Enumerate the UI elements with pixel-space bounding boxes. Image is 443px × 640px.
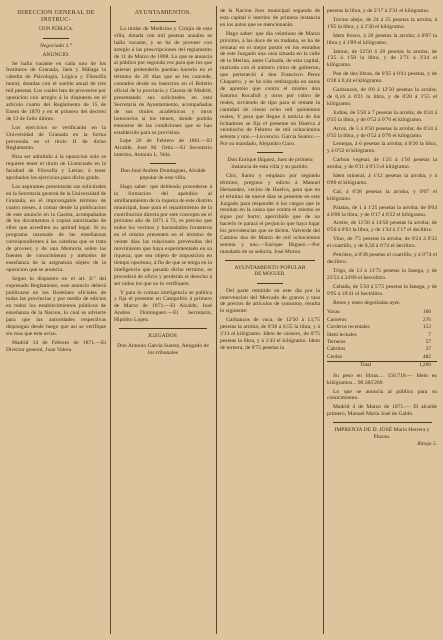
table-row: Idem lechales 7 [327,331,431,338]
paragraph: Lentejas, á 6 pesetas la arroba; á 0'26 la libra, y á 0'52 el kilógramo. [327,141,437,155]
paragraph: Don José Andres Dominguez, Alcalde popular de esta villa. [120,168,206,182]
paragraph: Madrid 4 de Marzo de 1871.— El alcalde primero, Manuel María José de Galdo. [327,404,437,418]
col3-section2: AYUNTAMIENTO POPULAR [234,264,306,271]
column-rule [110,6,111,634]
paragraph: Se halla vacante en cada uno de los Institutos de Granada, Jaen y Málaga la cátedra de Psicología, Lógica y Filosofía moral, dotadas con el sueldo anual de tres mil pesetas. Los cuales han de proveerse por oposicion con arreglo á lo dispuesto en el artículo cuarto del Reglamento de 15 de Enero de 1870 y en el primero del decreto de 13 de Julio último. [6,60,106,122]
paragraph: Trigo, de 13 á 13'75 pesetas la fanega, y de 23'53 á 24'89 el hectólitro. [327,267,437,281]
paragraph: Don Enrique Iñiguez, Juez de primera instancia de esta villa y su partido. [227,157,313,171]
table-row: Cerdos 482 [327,353,431,360]
paragraph: Jamon, de 22'50 á 28 pesetas la arroba; de 1'25 á 1'50 la libra, y de 2'71 á 3'24 el kilógramo. [327,48,437,69]
table-row: Corderos recentales 153 [327,324,431,331]
table-row: Terneras 57 [327,339,431,346]
table-total-row: Total 1,200 [327,362,437,370]
paragraph: Lepe 26 de Febrero de 1861.—El Alcalde, José M. Ortiz.—El Secretario interino, Antonio L. Vela. [114,138,212,159]
divider [119,328,207,329]
col1-header-sub: CION PÚBLICA. [38,26,74,32]
paragraph: La titular de Medicina y Cirujía de esta villa, dotada con mil pesetas anuales se halla vacante, y se ha de proveer con arreglo á las prescripciones del reglamento de 11 de Marzo de 1868. Lo que se anuncia al público por segunda vez para que los que quieran pretenderla puedan hacerlo en el término de 20 dias que se les concede, contados desde su insercion en el Boletin oficial de la provincia y Gaceta de Madrid, presentando sus solicitudes en esta Secretaría de Ayuntamiento, acompañadas de sus títulos académicos y otros honorarios si los tienen, donde podrán enterarse de las condiciones que se han establecido para su provision. [114,25,212,136]
paragraph: Segun lo dispuesto en el art. 8.° del expresado Reglamento, este anuncio deberá publicarse en los Boletines oficiales de todas las provincias y por medio de edictos en todos los establecimientos públicos de enseñanza de la Nacion, lo cual se advierte para que las autoridades respectivas dispongan desde luego que así se verifique sin mas que este aviso. [6,275,106,337]
column-rule [216,6,217,634]
paragraph: Arroz, de 5 á 6'50 pesetas la arroba; de 0'24 á 0'35 la libra, y de 0'52 á 0'76 el kilógramo. [327,125,437,139]
paragraph: Cebada, de 5'50 á 5'75 pesetas la fanega, y de 9'95 á 10'41 el hectólitro. [327,283,437,297]
paragraph: Petróleo, á 0'38 pesetas el cuartillo, y á 0'74 el decilitro. [327,252,437,265]
paragraph: Hago saber: que dia veintiuno de Marzo próximo, á las doce de su mañana, se ha de rematar en el mejor postor en los estrados de este Juzgado una casa situada en la calle de la Merina, antes Calzada, de esta capital, marcada con el número cinco de gobierno, que perteneció á don Francisco Perez Chaparro, y se ha sido embargada en autos de apremio que contra el mismo don Saturno Rocafull y otros por cobro de reales, sirviendo de tipo para el remate la cantidad de ciento ocho mil quinientos reales, Y para que llegue á noticia de los licitadores se fija el presente en Huelva á veintiocho de Febrero de mil ochocientos setenta y uno.—Liccencio. García Suarez.—Por su mandado, Alejandro Gaco. [220,30,320,148]
column-1 [6,8,106,632]
paragraph: Cito, llamo y emplazo por segundo término, pregono y edicto á Manuel Hernandez, vecino de Huelva, para que en el término de nueve dias se presente en este Juzgado para responder á los cargos que le resultan en la causa que contra el mismo se sigue por hurto; apercibido que de no hacerlo le parará el perjuicio que haya lugar los previdencias que se dicten. Valverde del Camino dos de Marzo de mil ochocientos setenta y uno.—Enrique Iñiguez.—Por mandado de su señoría, José Moron. [220,172,320,255]
divider [257,283,283,284]
divider [225,260,315,261]
paragraph: Tocino añejo, de 24 á 25 pesetas la arroba; á 1'05 la libra, y á 2'30 el kilógramo. [327,16,437,30]
paragraph: Vino, de 7'5 pesetas la arroba; de 0'24 á 0'32 el cuartillo, y de 0,56 á 0'74 el decilitro. [327,236,437,250]
paragraph: Los aspirantes presentarán sus solicitudes en la Secretaría general de la Universidad de Granada, en el improrogable término de cuatro meses, á contar desde la publicacion de este anuncio en la Gaceta, acompañadas de los documentos ó copias autorizadas de ellos que acrediten su aptitud legal. Si su programa razonado de las enseñanzas correspondientes á las cátedras que se trata de proveer, y de una Memoria sobre las fuentes de conocimiento y métodos de enseñanza de la asignatura objeto de la oposicion que se anuncia. [6,183,106,273]
paragraph: pesetas la libra, y de 2'17 á 2'31 el kilógramo. [327,8,430,14]
column-3 [220,8,320,632]
paragraph: Don Antonio García Suarez, Abogado de los tribunales [117,342,209,356]
column-2 [114,8,212,632]
paragraph: Idem mineral, á 1'12 pesetas la arroba, y á 0'09 el kilógramo. [327,173,437,186]
paragraph: Judias, de 5'50 á 7 pesetas la arroba; de 0'24 á 0'35 la libra, y de 0'52 á 0'76 el kilógramo. [327,109,437,123]
col3-section2b: DE MOGUER. [254,271,286,277]
paragraph: Hago saber: que debiendo procederse á la formacion del apéndice al amillaramiento de la riqueza de este distrito municipal, base para el repartimiento de la contribucion directa por este concepto en el próximo año de 1871 á 72, es preciso que todos los vecinos y hacendados forasteros en el mismo presenten en el término de veinte dias las relaciones prevenidas del movimiento que haya experimentado en su riqueza; que sea objeto de imposicion en tiempo oportuno, á fin de que se tenga en la inteligencia que pasado dicho término, se procederá de oficio y perderán el derecho á ser oidos los que no lo verifiquen. [114,183,212,287]
col1-title: ANUNCIO. [42,51,70,58]
divider [257,152,283,153]
paragraph: Su peso en libras.... 156.718.— Idem en kilógramos... 90.385'269 [327,372,437,386]
col2-section2: JUZGADOS. [147,333,179,340]
signature-mark: Rinoja 5. [417,440,437,447]
imprint: IMPRENTA DE D. JOSÉ María Herrera y Pinzon. [334,427,430,441]
divider [150,21,176,22]
paragraph: Lo que se anuncia al público para su conocimiento. [327,388,437,402]
paragraph: Madrid 14 de Febrero de 1871.—El Director general, Juan Valera. [6,339,106,353]
divider [333,422,432,423]
table-row: Cabritos 37 [327,346,431,353]
paragraph: de la Nacion Juez municipal segundo de esta capital é interino de primera instancia en los autos que se mencionarán. [220,8,320,28]
column-rule [323,6,324,634]
col2-title: AYUNTAMIENTOS. [134,10,192,16]
table-row: Vacas 166 [327,309,431,316]
column-4 [327,8,437,632]
paragraph: Pan de dos libras, de 0'35 á 0'41 pesetas, y de 0'38 á 0,44 el kilógramo. [327,71,437,85]
paragraph: Cal, á 0'38 pesetas la arroba, y 0'07 el kilógramo. [327,188,437,202]
table-title: Reses y reses degolladas ayer. [333,299,401,306]
paragraph: Del parte remitido en este dia por la intervencion del Mercado de granos y tasa de precios de artículos de consumo, resulta lo siguiente: [220,287,320,315]
livestock-table [327,309,437,369]
paragraph: Garbanzos, de 0'8 á 12'50 pesetas la arroba; de 0,16 á 0'21 la libra, y de 0'20 á 1'55 el kilógramo. [327,87,437,107]
paragraph: Para ser admitido á la oposicion solo se requiere tener el título de Licenciado en la facultad de Filosofía y Letras; ó tener aprobados los ejercicios para dicho grado. [6,154,106,182]
divider [43,38,69,39]
divider [150,163,176,164]
paragraph: Aceite, de 11'50 á 14'50 pesetas la arroba; de 0'50 á 0'63 la libra, y de 1'34 á 1'17 el decilitro. [327,220,437,234]
paragraph: Idem fresco, á 20 pesetas la arroba; á 0'87 la libra y á 1'89 el kilógramo. [327,32,437,46]
paragraph: Patatas, de 1 á 1'25 pesetas la arroba; de 0'04 á 0'06 la libra, y de 0'17 á 0'22 el kilógramo. [327,204,437,218]
paragraph: Carbon vegetal, de 1'25 á 1'50 pesetas la arroba, y de 0'11 á 0'13 el kilógramo. [327,157,437,171]
col1-section: Negociado 1.° [39,42,73,49]
paragraph: Garbanzos de vaca, de 12'50 á 13,75 pesetas la arroba; de 0'38 á 0,55 la libra, y á 3'13 el kilógramo. Idem de carnero, de 0'75 pesetas la libra, y á 1'43 el kilógramo. Idem de ternera, de 0'75 pesetas la [220,317,320,351]
paragraph: Los ejercicios se verificarán en la Universidad de Granada en la forma prevenida en el título II de dicho Reglamento. [6,124,106,152]
paragraph: Y para lo comun inteligencia se publica y fija el presente en Campofrío á primero de Marzo de 1871.—El Alcalde, José Andres Dominguez.—El Secretario, Hipólito Lopez. [114,289,212,324]
col1-header: DIRECCION GENERAL DE INSTRUC- [17,10,95,23]
table-row: Carneros 276 [327,316,431,323]
